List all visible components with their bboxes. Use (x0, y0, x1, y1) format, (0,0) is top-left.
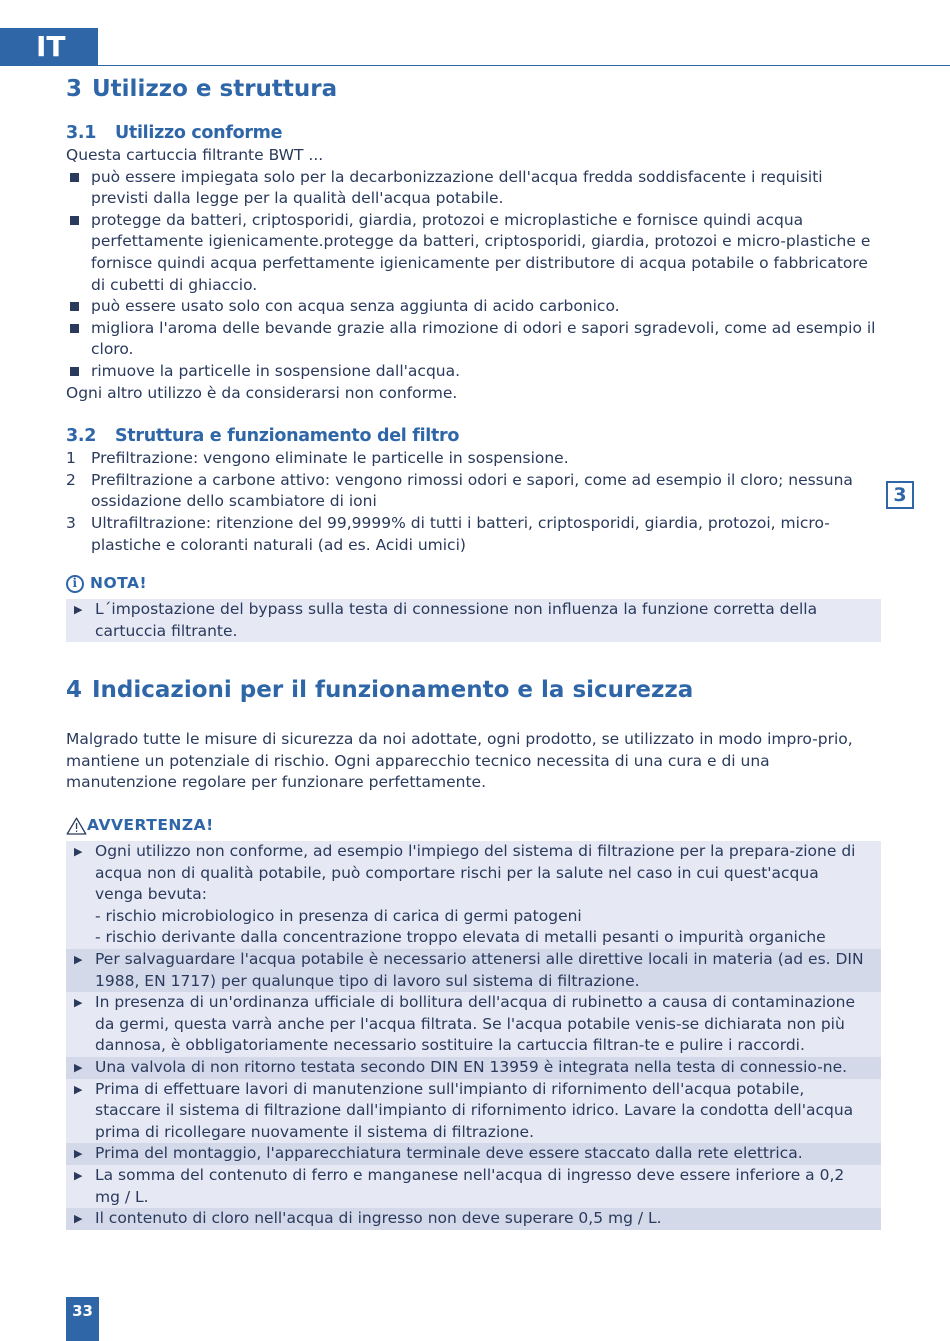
section-3-heading (66, 72, 881, 106)
list-item (66, 448, 881, 470)
warning-item: ▶ La somma del contenuto di ferro e manganese nell'acqua di ingresso deve essere inferiore a 0,2 mg / L. (66, 1165, 881, 1208)
item-number: 3 (66, 513, 76, 532)
info-icon: i (66, 575, 84, 593)
item-text: Prefiltrazione a carbone attivo: vengono rimossi odori e sapori, come ad esempio il cloro; nessuna ossidazione dello scambiatore di ioni (91, 470, 853, 511)
warning-item: ▶ Prima del montaggio, l'apparecchiatura terminale deve essere staccato dalla rete elettrica. (66, 1143, 881, 1165)
item-number: 2 (66, 470, 76, 489)
subsection-title: Struttura e funzionamento del filtro (115, 426, 460, 447)
item-text: Prefiltrazione: vengono eliminate le particelle in sospensione. (91, 449, 569, 468)
note-heading (66, 572, 881, 596)
item-line: - rischio microbiologico in presenza di carica di germi patogeni (95, 906, 582, 925)
intended-use-intro: Questa cartuccia filtrante BWT ... (66, 146, 324, 164)
intended-use-list (66, 167, 881, 383)
section-number: 4 (66, 677, 83, 704)
list-item: rimuove la particelle in sospensione dall'acqua. (66, 361, 881, 383)
warning-item: ▶ Una valvola di non ritorno testata secondo DIN EN 13959 è integrata nella testa di connessio-ne. (66, 1057, 881, 1079)
header-rule (98, 65, 950, 66)
list-item (66, 513, 881, 556)
intended-use-outro: Ogni altro utilizzo è da considerarsi non conforme. (66, 383, 458, 402)
list-item (66, 470, 881, 513)
note-label: NOTA! (90, 574, 148, 593)
note-box (66, 599, 881, 642)
subsection-3-2-heading (66, 424, 881, 448)
item-line: ▶ Ogni utilizzo non conforme, ad esempio l'impiego del sistema di filtrazione per la prepara-zione di acqua non di qualità potabile, può comportare rischi per la salute nel caso in cui quest'acqua venga bevuta: (95, 842, 856, 904)
item-text: Ultrafiltrazione: ritenzione del 99,9999% di tutti i batteri, criptosporidi, giardia, protozoi, micro-plastiche e coloranti naturali (ad es. Acidi umici) (91, 513, 830, 554)
warning-item: ▶ Il contenuto di cloro nell'acqua di ingresso non deve superare 0,5 mg / L. (66, 1208, 881, 1230)
section-title: Utilizzo e struttura (92, 76, 338, 102)
safety-intro: Malgrado tutte le misure di sicurezza da noi adottate, ogni prodotto, se utilizzato in modo impro-prio, mantiene un potenziale di rischio. Ogni apparecchio tecnico necessita di una cura e di una manutenzione regolare per funzionare perfettamente. (66, 730, 853, 792)
filter-stages-list (66, 448, 881, 556)
chapter-marker: 3 (886, 481, 914, 509)
item-number: 1 (66, 449, 76, 468)
list-item: può essere usato solo con acqua senza aggiunta di acido carbonico. (66, 296, 881, 318)
warning-heading (66, 814, 881, 838)
warning-item (66, 841, 881, 949)
warning-box (66, 841, 881, 1230)
subsection-number: 3.2 (66, 426, 97, 447)
list-item: può essere impiegata solo per la decarbonizzazione dell'acqua fredda soddisfacente i requisiti previsti dalla legge per la qualità dell'acqua potabile. (66, 167, 881, 210)
language-tab: IT (0, 28, 98, 66)
subsection-title: Utilizzo conforme (115, 123, 283, 143)
warning-item: ▶ Prima di effettuare lavori di manutenzione sull'impianto di rifornimento dell'acqua potabile, staccare il sistema di filtrazione dall'impianto di rifornimento idrico. Lavare la condotta dell'acqua prima di ricollegare nuovamente il sistema di filtrazione. (66, 1079, 881, 1144)
warning-item: ▶ Per salvaguardare l'acqua potabile è necessario attenersi alle direttive locali in materia (ad es. DIN 1988, EN 1717) per qualunque tipo di lavoro sul sistema di filtrazione. (66, 949, 881, 992)
item-line: - rischio derivante dalla concentrazione troppo elevata di metalli pesanti o impurità organiche (95, 928, 826, 947)
page-content (66, 72, 881, 1230)
note-item: ▶ L´impostazione del bypass sulla testa di connessione non influenza la funzione corretta della cartuccia filtrante. (66, 599, 881, 642)
section-title: Indicazioni per il funzionamento e la sicurezza (92, 677, 694, 704)
warning-item: ▶ In presenza di un'ordinanza ufficiale di bollitura dell'acqua di rubinetto a causa di contaminazione da germi, questa varrà anche per l'acqua filtrata. Se l'acqua potabile venis-se dichiarata non più dannosa, è obbligatoriamente necessario sostituire la cartuccia filtran-te e pulire i raccordi. (66, 992, 881, 1057)
subsection-number: 3.1 (66, 123, 97, 143)
warning-label: AVVERTENZA! (87, 816, 214, 835)
subsection-3-1-heading (66, 121, 881, 145)
section-4-heading (66, 673, 881, 707)
warning-triangle-icon (66, 817, 87, 835)
list-item: protegge da batteri, criptosporidi, giardia, protozoi e microplastiche e fornisce quindi acqua perfettamente igienicamente.protegge da batteri, criptosporidi, giardia, protozoi e micro-plastiche e fornisce quindi acqua perfettamente igienicamente per distributore di acqua potabile o fabbricatore di cubetti di ghiaccio. (66, 210, 881, 296)
section-number: 3 (66, 76, 83, 102)
page-number: 33 (66, 1297, 99, 1341)
list-item: migliora l'aroma delle bevande grazie alla rimozione di odori e sapori sgradevoli, come ad esempio il cloro. (66, 318, 881, 361)
